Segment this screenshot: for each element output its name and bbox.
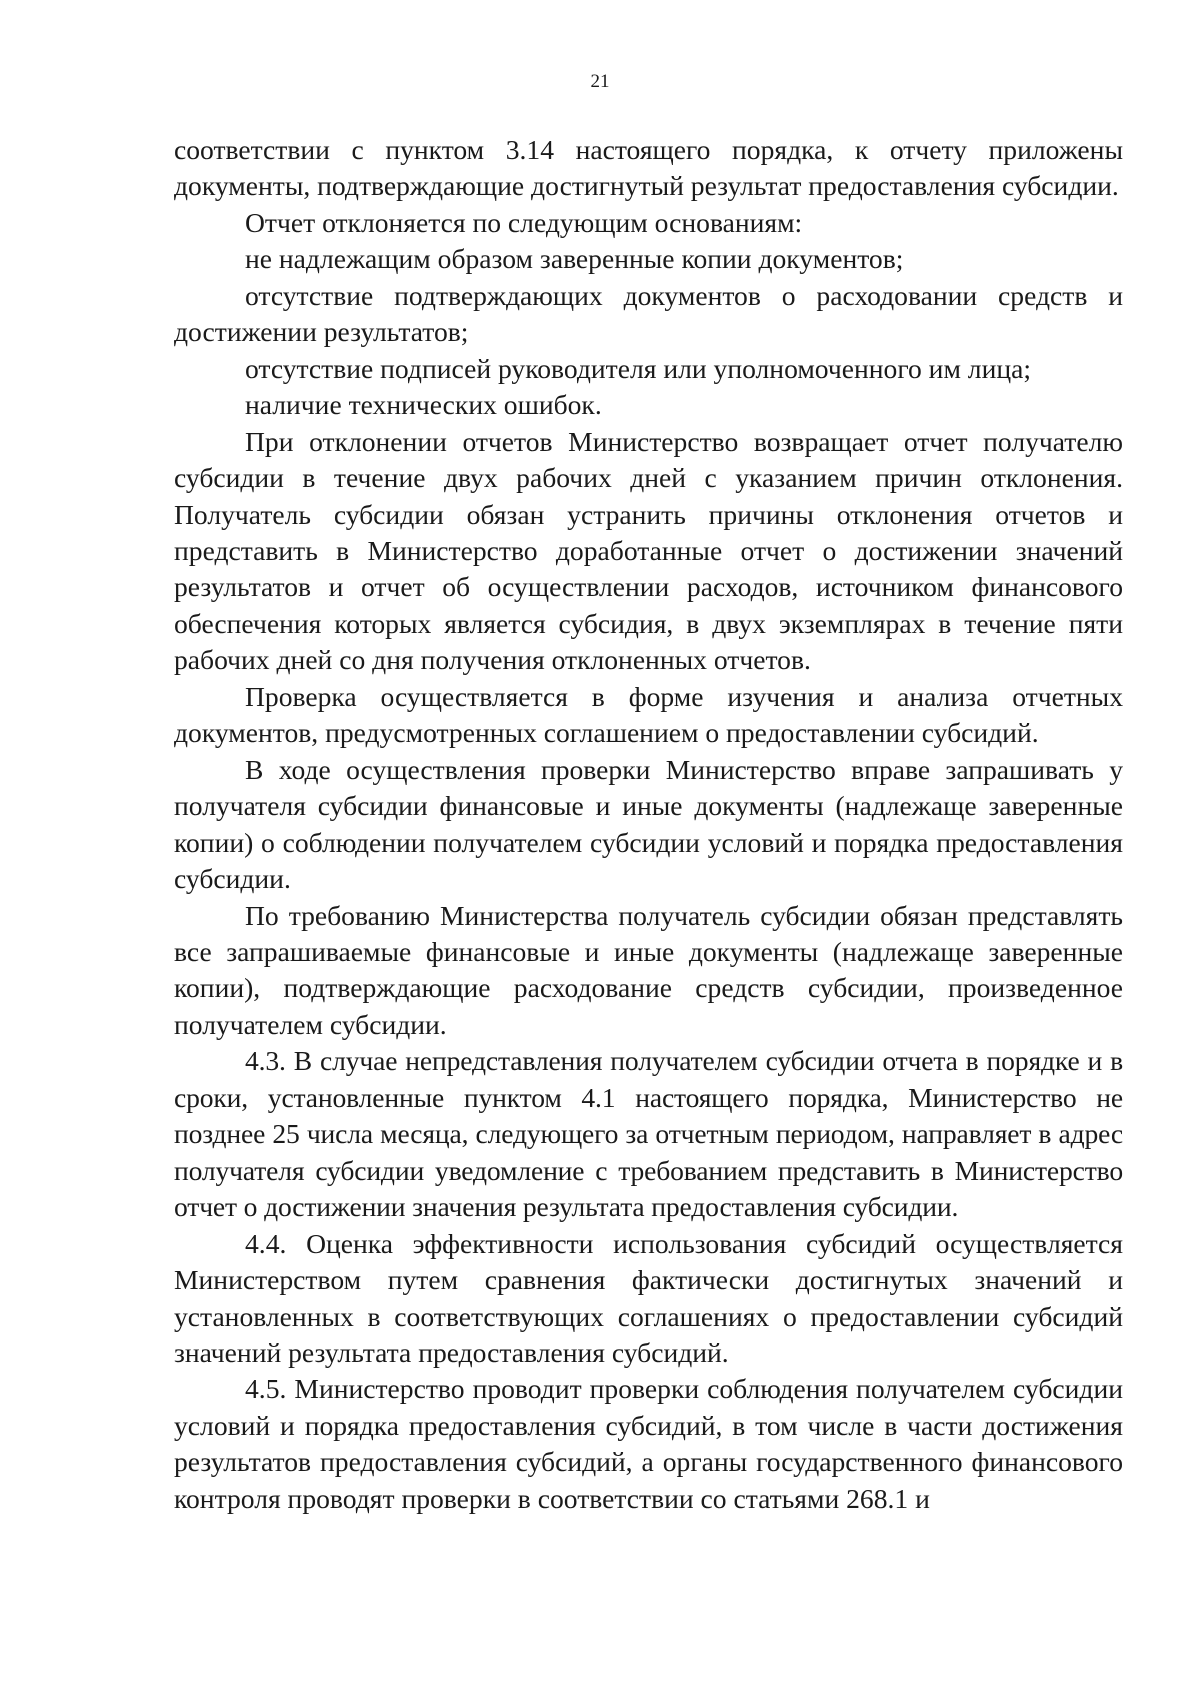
- paragraph-section-4-3: 4.3. В случае непредставления получателем субсидии отчета в порядке и в сроки, установленные пунктом 4.1 настоящего порядка, Министерство не позднее 25 числа месяца, следующего за отчетным периодом, направляет в адрес получателя субсидии уведомление с требованием представить в Министерство отчет о достижении значения результата предоставления субсидии.: [174, 1045, 1123, 1223]
- list-item-missing-signatures: отсутствие подписей руководителя или уполномоченного им лица;: [245, 352, 1032, 384]
- list-item-technical-errors: наличие технических ошибок.: [245, 389, 602, 421]
- paragraph-rejection-grounds-intro: Отчет отклоняется по следующим основаниям:: [245, 206, 803, 238]
- paragraph-continuation: соответствии с пунктом 3.14 настоящего порядка, к отчету приложены документы, подтверждающие достигнутый результат предоставления субсидии.: [174, 134, 1123, 202]
- page-number: 21: [590, 71, 610, 92]
- paragraph-section-4-4: 4.4. Оценка эффективности использования субсидий осуществляется Министерством путем сравнения фактически достигнутых значений и установленных в соответствующих соглашениях о предоставлении субсидий значений результата предоставления субсидий.: [174, 1227, 1123, 1368]
- document-body: [174, 132, 1123, 1517]
- list-item-improper-copies: не надлежащим образом заверенные копии документов;: [245, 243, 904, 275]
- paragraph-section-4-5: 4.5. Министерство проводит проверки соблюдения получателем субсидии условий и порядка предоставления субсидий, в том числе в части достижения результатов предоставления субсидий, а органы государственного финансового контроля проводят проверки в соответствии со статьями 268.1 и: [174, 1373, 1123, 1514]
- paragraph-document-request: В ходе осуществления проверки Министерство вправе запрашивать у получателя субсидии финансовые и иные документы (надлежаще заверенные копии) о соблюдении получателем субсидии условий и порядка предоставления субсидии.: [174, 753, 1123, 895]
- list-item-missing-documents: отсутствие подтверждающих документов о расходовании средств и достижении результатов;: [174, 279, 1123, 348]
- paragraph-inspection-form: Проверка осуществляется в форме изучения и анализа отчетных документов, предусмотренных соглашением о предоставлении субсидий.: [174, 680, 1123, 749]
- paragraph-ministry-requirement: По требованию Министерства получатель субсидии обязан представлять все запрашиваемые финансовые и иные документы (надлежаще заверенные копии), подтверждающие расходование средств субсидии, произведенное получателем субсидии.: [174, 899, 1123, 1040]
- paragraph-report-return: При отклонении отчетов Министерство возвращает отчет получателю субсидии в течение двух рабочих дней с указанием причин отклонения. Получатель субсидии обязан устранить причины отклонения отчетов и представить в Министерство доработанные отчет о достижении значений результатов и отчет об осуществлении расходов, источником финансового обеспечения которых является субсидия, в двух экземплярах в течение пяти рабочих дней со дня получения отклоненных отчетов.: [174, 425, 1123, 676]
